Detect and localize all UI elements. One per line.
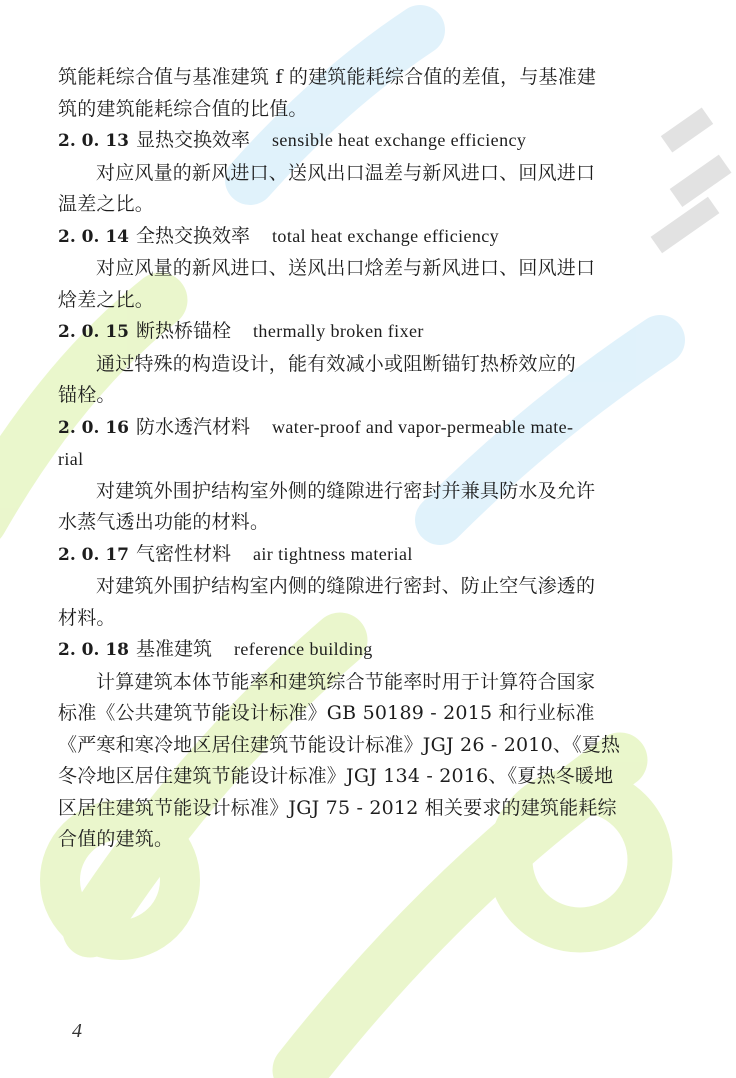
term-english: reference building — [234, 639, 373, 659]
page-number: 4 — [72, 1020, 82, 1042]
paragraph-line: 筑能耗综合值与基准建筑 f 的建筑能耗综合值的差值，与基准建 — [58, 66, 597, 88]
term-heading — [58, 221, 658, 254]
term-number: 2. 0. 13 — [58, 131, 129, 151]
paragraph-line: 计算建筑本体节能率和建筑综合节能率时用于计算符合国家 — [96, 670, 596, 693]
paragraph-line: 《严寒和寒冷地区居住建筑节能设计标准》JGJ 26 - 2010、《夏热 — [58, 733, 621, 756]
term-chinese: 断热桥锚栓 — [136, 320, 232, 342]
paragraph-line: 焓差之比。 — [58, 288, 155, 311]
term-number: 2. 0. 16 — [58, 417, 129, 438]
paragraph-line: 锚栓。 — [58, 384, 116, 406]
term-chinese: 全热交换效率 — [136, 224, 251, 247]
paragraph-line: 通过特殊的构造设计，能有效减小或阻断锚钉热桥效应的 — [96, 352, 577, 375]
term-chinese: 显热交换效率 — [136, 129, 251, 151]
term-heading — [58, 539, 658, 572]
paragraph-line: 材料。 — [58, 606, 116, 629]
term-english: water-proof and vapor-permeable mate- — [272, 416, 574, 437]
term-chinese: 防水透汽材料 — [136, 415, 251, 438]
paragraph-line: 水蒸气透出功能的材料。 — [58, 511, 270, 533]
term-heading — [58, 316, 658, 349]
paragraph-line: 对应风量的新风进口、送风出口焓差与新风进口、回风进口 — [96, 257, 596, 279]
paragraph-line: 标准《公共建筑节能设计标准》GB 50189 - 2015 和行业标准 — [58, 702, 595, 724]
term-heading — [58, 634, 658, 667]
term-chinese: 气密性材料 — [136, 542, 232, 565]
term-number: 2. 0. 15 — [58, 322, 129, 342]
term-number: 2. 0. 18 — [58, 640, 129, 660]
paragraph-line: 对应风量的新风进口、送风出口温差与新风进口、回风进口 — [96, 161, 596, 184]
paragraph-line: 对建筑外围护结构室外侧的缝隙进行密封并兼具防水及允许 — [96, 479, 596, 502]
term-number: 2. 0. 14 — [58, 226, 129, 247]
document-body — [58, 62, 658, 856]
term-number: 2. 0. 17 — [58, 544, 129, 565]
term-english-continued — [58, 444, 658, 476]
paragraph-line: 筑的建筑能耗综合值的比值。 — [58, 97, 308, 120]
term-english: rial — [58, 449, 84, 469]
paragraph-line: 冬冷地区居住建筑节能设计标准》JGJ 134 - 2016、《夏热冬暖地 — [58, 765, 614, 787]
term-english: total heat exchange efficiency — [272, 225, 500, 246]
term-english: air tightness material — [253, 543, 413, 564]
paragraph-line: 温差之比。 — [58, 193, 155, 215]
term-chinese: 基准建筑 — [136, 638, 213, 660]
paragraph-line: 对建筑外围护结构室内侧的缝隙进行密封、防止空气渗透的 — [96, 575, 596, 597]
term-heading — [58, 412, 658, 445]
term-heading — [58, 125, 658, 158]
term-english: sensible heat exchange efficiency — [272, 130, 527, 150]
paragraph-line: 合值的建筑。 — [58, 828, 174, 850]
paragraph-line: 区居住建筑节能设计标准》JGJ 75 - 2012 相关要求的建筑能耗综 — [58, 796, 617, 819]
term-english: thermally broken fixer — [253, 321, 424, 341]
